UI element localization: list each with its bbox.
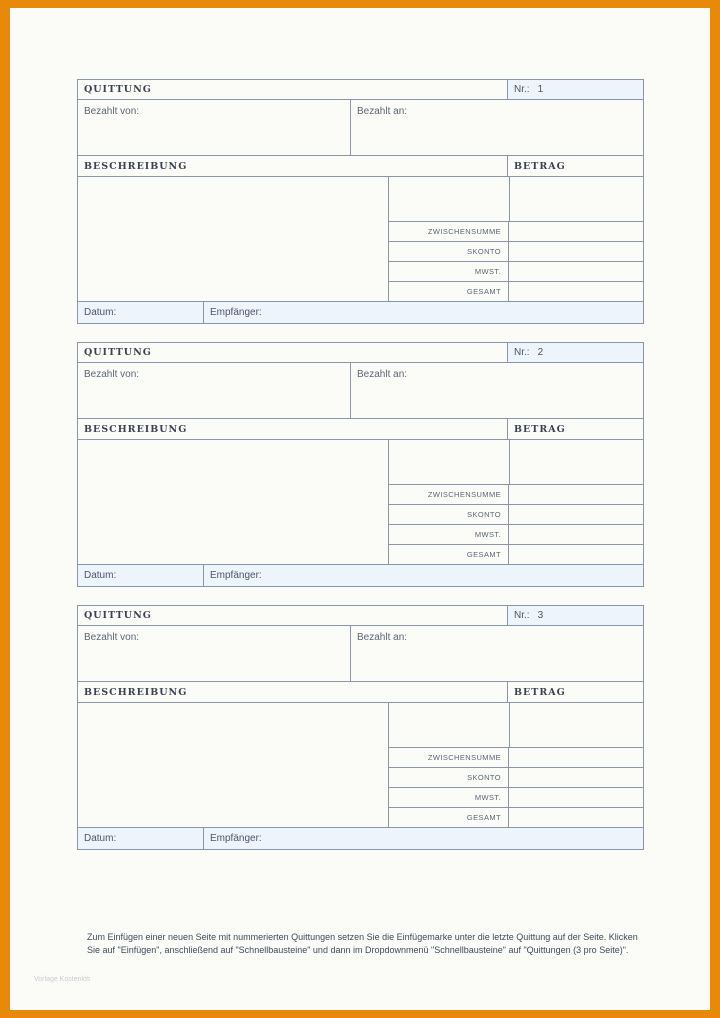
totals-grid (389, 177, 643, 301)
items-body (78, 177, 643, 302)
receipt-footer (78, 302, 643, 323)
party-row (78, 100, 643, 156)
totals-grid (389, 703, 643, 827)
receipt-number-label: Nr.: (514, 610, 530, 621)
vat-label: MWST. (389, 262, 509, 281)
items-header (78, 156, 643, 177)
items-header (78, 682, 643, 703)
instruction-note: Zum Einfügen einer neuen Seite mit nummerierten Quittungen setzen Sie die Einfügemarke unter die letzte Quittung auf der Seite. Klicken Sie auf "Einfügen", anschließend auf "Schnellbausteine" und dann im Dropdownmenü "Schnellbausteine" auf "Quittungen (3 pro Seite)". (87, 932, 638, 955)
total-field[interactable] (509, 545, 643, 564)
paid-by-field[interactable]: Bezahlt von: (78, 100, 351, 155)
subtotal-label: ZWISCHENSUMME (389, 748, 509, 767)
total-label: GESAMT (389, 545, 509, 564)
description-header: BESCHREIBUNG (78, 682, 508, 702)
items-body (78, 440, 643, 565)
receipt-1 (77, 79, 644, 324)
receipt-3 (77, 605, 644, 850)
date-field[interactable]: Datum: (78, 302, 204, 323)
amount-header: BETRAG (514, 161, 566, 172)
subtotal-label: ZWISCHENSUMME (389, 222, 509, 241)
description-header: BESCHREIBUNG (78, 156, 508, 176)
items-header (78, 419, 643, 440)
discount-label: SKONTO (389, 768, 509, 787)
vat-label: MWST. (389, 788, 509, 807)
discount-label: SKONTO (389, 242, 509, 261)
total-field[interactable] (509, 808, 643, 827)
paid-to-field[interactable]: Bezahlt an: (357, 632, 408, 643)
receipt-number-value: 2 (537, 347, 544, 358)
date-field[interactable]: Datum: (78, 828, 204, 849)
recipient-field[interactable]: Empfänger: (204, 565, 643, 586)
paid-to-field[interactable]: Bezahlt an: (357, 369, 408, 380)
total-label: GESAMT (389, 808, 509, 827)
subtotal-label: ZWISCHENSUMME (389, 485, 509, 504)
amount-field[interactable] (510, 440, 643, 484)
vat-field[interactable] (509, 788, 643, 807)
description-field[interactable] (78, 440, 389, 564)
blank-cell (389, 440, 510, 484)
receipt-number-field[interactable] (508, 343, 643, 362)
receipt-number-label: Nr.: (514, 84, 530, 95)
totals-grid (389, 440, 643, 564)
receipt-footer (78, 565, 643, 586)
subtotal-field[interactable] (509, 485, 643, 504)
amount-header: BETRAG (514, 687, 566, 698)
paid-to-field[interactable]: Bezahlt an: (357, 106, 408, 117)
discount-field[interactable] (509, 242, 643, 261)
watermark-text: Vorlage Kostenlos (34, 976, 91, 983)
receipt-number-value: 1 (537, 84, 544, 95)
party-row (78, 363, 643, 419)
recipient-field[interactable]: Empfänger: (204, 828, 643, 849)
receipt-number-label: Nr.: (514, 347, 530, 358)
amount-header: BETRAG (514, 424, 566, 435)
receipt-header (78, 80, 643, 100)
receipt-title: QUITTUNG (78, 80, 508, 99)
receipt-number-value: 3 (537, 610, 544, 621)
blank-cell (389, 177, 510, 221)
receipt-title: QUITTUNG (78, 343, 508, 362)
total-label: GESAMT (389, 282, 509, 301)
receipt-number-field[interactable] (508, 606, 643, 625)
subtotal-field[interactable] (509, 222, 643, 241)
date-field[interactable]: Datum: (78, 565, 204, 586)
receipt-header (78, 606, 643, 626)
recipient-field[interactable]: Empfänger: (204, 302, 643, 323)
total-field[interactable] (509, 282, 643, 301)
party-row (78, 626, 643, 682)
description-header: BESCHREIBUNG (78, 419, 508, 439)
items-body (78, 703, 643, 828)
discount-field[interactable] (509, 505, 643, 524)
paid-by-field[interactable]: Bezahlt von: (78, 626, 351, 681)
description-field[interactable] (78, 177, 389, 301)
vat-label: MWST. (389, 525, 509, 544)
discount-field[interactable] (509, 768, 643, 787)
blank-cell (389, 703, 510, 747)
vat-field[interactable] (509, 525, 643, 544)
subtotal-field[interactable] (509, 748, 643, 767)
description-field[interactable] (78, 703, 389, 827)
vat-field[interactable] (509, 262, 643, 281)
receipt-2 (77, 342, 644, 587)
discount-label: SKONTO (389, 505, 509, 524)
receipt-title: QUITTUNG (78, 606, 508, 625)
document-page (10, 8, 710, 1010)
amount-field[interactable] (510, 177, 643, 221)
paid-by-field[interactable]: Bezahlt von: (78, 363, 351, 418)
receipt-header (78, 343, 643, 363)
receipt-number-field[interactable] (508, 80, 643, 99)
amount-field[interactable] (510, 703, 643, 747)
receipt-footer (78, 828, 643, 849)
